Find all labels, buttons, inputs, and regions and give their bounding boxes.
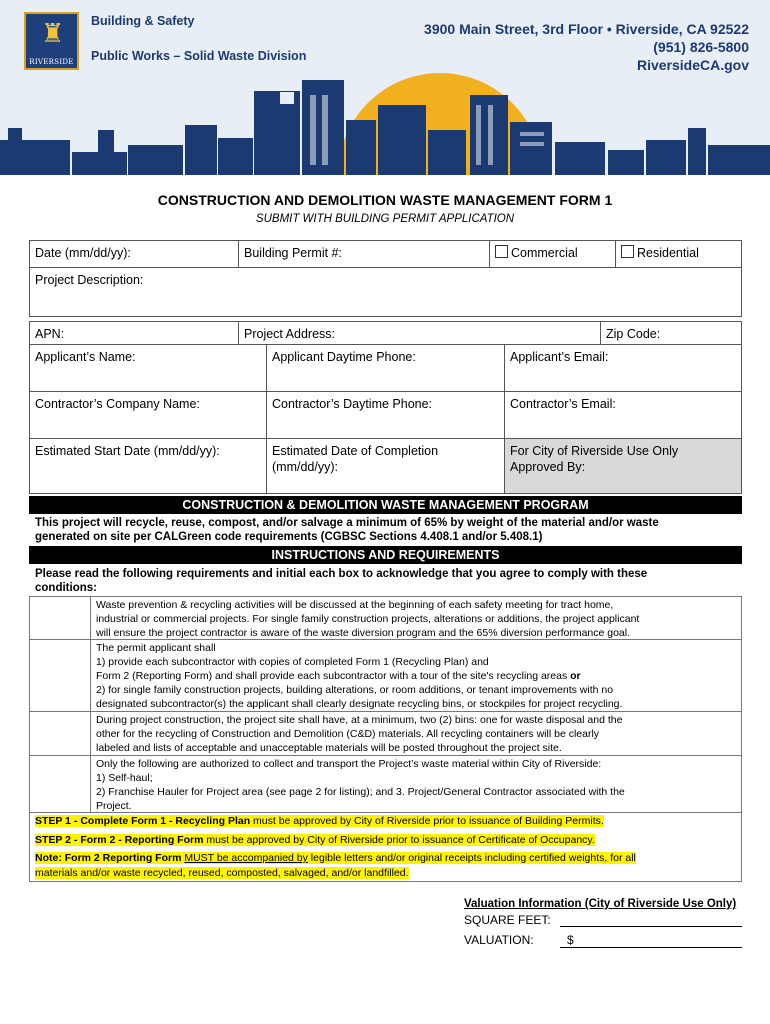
requirement-4: Only the following are authorized to collect and transport the Project’s waste material within City of Riverside: 1) Self-haul; 2) Franchise Hauler for Project area (see page 2 for listing); and 3. Project/General Contractor associated with the Project. (91, 755, 742, 813)
residential-checkbox[interactable]: Residential (615, 240, 742, 268)
address: 3900 Main Street, 3rd Floor • Riverside, CA 92522 (424, 21, 749, 37)
square-feet-input[interactable] (560, 926, 742, 927)
requirement-1: Waste prevention & recycling activities will be discussed at the beginning of each safety meeting for tract home, industrial or commercial projects. For single family construction projects, alterations or additions, the project applicant will ensure the project contractor is aware of the waste diversion program and the 65% diversion performance goal. (91, 596, 742, 640)
completion-date-field[interactable]: Estimated Date of Completion (mm/dd/yy): (266, 438, 505, 494)
contractor-email-field[interactable]: Contractor’s Email: (504, 391, 742, 439)
applicant-phone-field[interactable]: Applicant Daytime Phone: (266, 344, 505, 392)
step-note: Note: Form 2 Reporting Form MUST be accompanied by legible letters and/or original receipts including certified weights, for all materials and/or waste recycled, reused, composted, salvaged, and/or landfilled. (35, 852, 636, 879)
logo-text: RIVERSIDE (29, 58, 74, 66)
initial-box-1[interactable] (29, 596, 91, 640)
valuation-input[interactable] (560, 947, 742, 948)
instructions-banner: INSTRUCTIONS AND REQUIREMENTS (29, 546, 742, 564)
form-title: CONSTRUCTION AND DEMOLITION WASTE MANAGEMENT FORM 1 (157, 192, 613, 208)
website-link[interactable]: RiversideCA.gov (636, 57, 749, 73)
start-date-field[interactable]: Estimated Start Date (mm/dd/yy): (29, 438, 267, 494)
department-line-1: Building & Safety (91, 14, 195, 28)
commercial-checkbox[interactable]: Commercial (489, 240, 616, 268)
initial-box-4[interactable] (29, 755, 91, 813)
department-line-2: Public Works – Solid Waste Division (91, 49, 307, 63)
dollar-sign: $ (567, 933, 574, 947)
city-logo (24, 12, 79, 70)
instructions-intro: Please read the following requirements and initial each box to acknowledge that you agree to comply with these conditions: (35, 568, 648, 594)
valuation-label: VALUATION: (464, 933, 534, 947)
form-subtitle: SUBMIT WITH BUILDING PERMIT APPLICATION (255, 213, 515, 225)
project-address-field[interactable]: Project Address: (238, 321, 601, 345)
program-banner: CONSTRUCTION & DEMOLITION WASTE MANAGEMENT PROGRAM (29, 496, 742, 514)
step-1: STEP 1 - Complete Form 1 - Recycling Plan must be approved by City of Riverside prior to issuance of Building Permits. (35, 815, 604, 827)
zip-code-field[interactable]: Zip Code: (600, 321, 742, 345)
valuation-title: Valuation Information (City of Riverside Use Only) (464, 898, 737, 910)
phone: (951) 826-5800 (653, 39, 749, 55)
initial-box-3[interactable] (29, 711, 91, 756)
bell-icon: ♜ (41, 18, 65, 48)
requirement-3: During project construction, the project site shall have, at a minimum, two (2) bins: one for waste disposal and the other for the recycling of Construction and Demolition (C&D) materials. All recycling containers will be clearly labeled and lists of acceptable and unacceptable materials will be posted throughout the project site. (91, 711, 742, 756)
permit-field[interactable]: Building Permit #: (238, 240, 490, 268)
city-use-approval-field: For City of Riverside Use Only Approved By: (504, 438, 742, 494)
project-description-field[interactable]: Project Description: (29, 267, 742, 317)
header-banner (0, 0, 770, 175)
checkbox-icon[interactable] (621, 245, 634, 258)
checkbox-icon[interactable] (495, 245, 508, 258)
requirement-2: The permit applicant shall 1) provide each subcontractor with copies of completed Form 1 (Recycling Plan) and Form 2 (Reporting Form) and shall provide each subcontractor with a tour of the site's recycling areas or 2) for single family construction projects, building alterations, or room additions, or tenant improvements with no designated subcontractor(s) the applicant shall clearly designate recycling bins, or stockpiles for project recycling. (91, 639, 742, 712)
applicant-name-field[interactable]: Applicant’s Name: (29, 344, 267, 392)
date-field[interactable]: Date (mm/dd/yy): (29, 240, 239, 268)
square-feet-label: SQUARE FEET: (464, 913, 551, 927)
applicant-email-field[interactable]: Applicant’s Email: (504, 344, 742, 392)
initial-box-2[interactable] (29, 639, 91, 712)
contractor-company-field[interactable]: Contractor’s Company Name: (29, 391, 267, 439)
contractor-phone-field[interactable]: Contractor’s Daytime Phone: (266, 391, 505, 439)
program-statement: This project will recycle, reuse, compost, and/or salvage a minimum of 65% by weight of the material and/or waste generated on site per CALGreen code requirements (CGBSC Sections 4.408.1 and/or 5.408.1) (35, 517, 659, 543)
apn-field[interactable]: APN: (29, 321, 239, 345)
step-2: STEP 2 - Form 2 - Reporting Form must be approved by City of Riverside prior to issuance of Certificate of Occupancy. (35, 834, 595, 846)
contact-block (424, 20, 749, 74)
